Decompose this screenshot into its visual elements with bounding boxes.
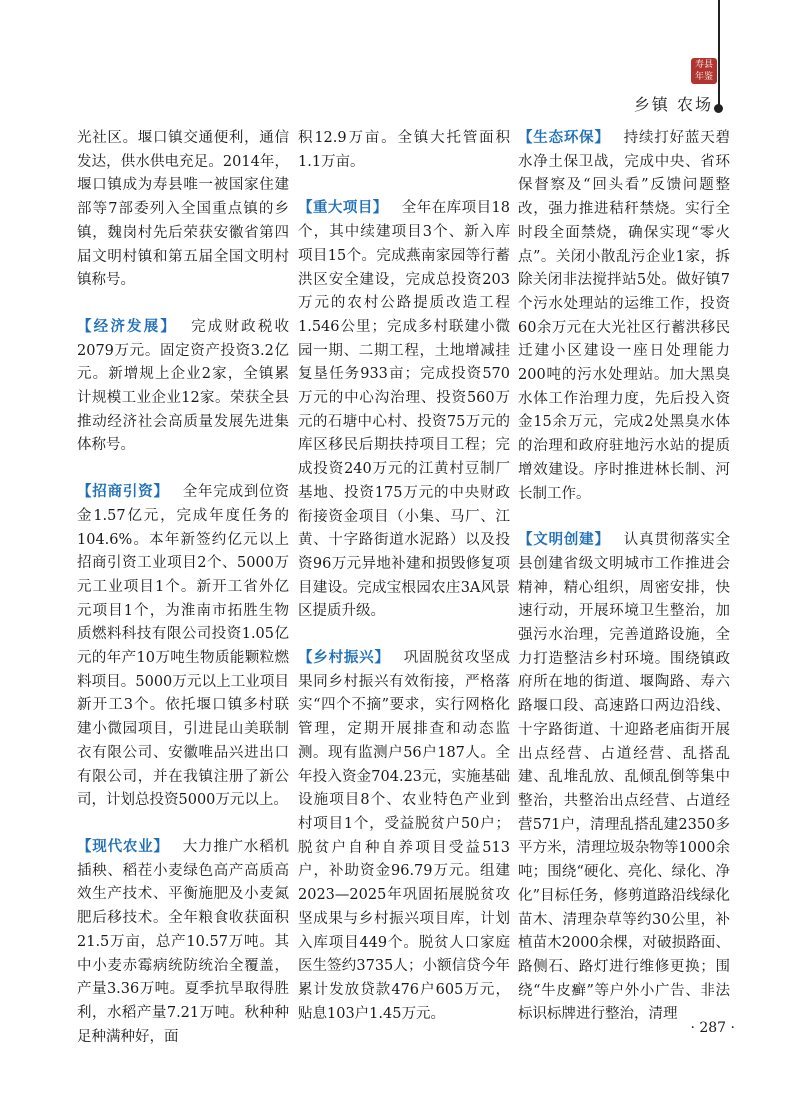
section-tag-agriculture: 【现代农业】 bbox=[77, 837, 169, 855]
paragraph-text: 完成财政税收2079万元。固定资产投资3.2亿元。新增规上企业2家，全镇累计规模工业企业12家。荣获全县推动经济社会高质量发展先进集体称号。 bbox=[77, 318, 290, 454]
paragraph-text: 光社区。堰口镇交通便利，通信发达，供水供电充足。2014年，堰口镇成为寿县唯一被国家住建部等7部委列入全国重点镇的乡镇，魏岗村先后荣获安徽省第四届文明村镇和第五届全国文明村镇称号。 bbox=[77, 130, 289, 289]
paragraph-text: 大力推广水稻机插秧、稻茬小麦绿色高产高质高效生产技术、平衡施肥及小麦氮肥后移技术。全年粮食收获面积21.5万亩，总产10.57万吨。其中小麦赤霉病统防统治全覆盖，产量3.36万吨。夏季抗旱取得胜利，水稻产量7.21万吨。秋种种足种满种好，面 bbox=[77, 838, 289, 1045]
section-tag-investment: 【招商引资】 bbox=[77, 483, 169, 501]
section-tag-economy: 【经济发展】 bbox=[77, 317, 178, 335]
paragraph-text: 全年在库项目18个，其中续建项目3个、新入库项目15个。完成燕南家园等行蓄洪区安全建设，完成总投资203万元的农村公路提质改造工程1.546公里；完成多村联建小微园一期、二期工程，土地增减挂复垦任务933亩；完成投资570万元的中心沟治理、投资560万元的石塘中心村、投资75万元的库区移民后期扶持项目工程；完成投资240万元的江黄村豆制厂基地、投资175万元的中央财政衔接资金项目（小集、马厂、江黄、十字路街道水泥路）以及投资96万元异地补建和损毁修复项目建设。完成宝根园农庄3A风景区提质升级。 bbox=[298, 200, 511, 620]
paragraph-text: 巩固脱贫攻坚成果同乡村振兴有效衔接，严格落实“四个不摘”要求，实行网格化管理，定期开展排查和动态监测。现有监测户56户187人。全年投入资金704.23元，实施基础设施项目8个、农业特色产业到村项目1个，受益脱贫户50户；脱贫户自种自养项目受益513户，补助资金96.79万元。组建2023—2025年巩固拓展脱贫攻坚成果与乡村振兴项目库，计划入库项目449个。脱贫人口家庭医生签约3735人；小额信贷今年累计发放贷款476户605万元，贴息103户1.45万元。 bbox=[298, 650, 510, 1022]
paragraph bbox=[298, 126, 510, 174]
column-3 bbox=[518, 126, 730, 1049]
section-tag-major-projects: 【重大项目】 bbox=[298, 199, 388, 217]
header-rule-dot bbox=[714, 104, 723, 113]
paragraph-text: 全年完成到位资金1.57亿元，完成年度任务的104.6%。本年新签约亿元以上招商引资工业项目2个、5000万元工业项目1个。新开工省外亿元项目1个，为淮南市拓胜生物质燃料科技有限公司投资1.05亿元的年产10万吨生物质能颗粒燃料项目。5000万元以上工业项目新开工3个。依托堰口镇多村联建小微园项目，引进昆山美联制衣有限公司、安徽唯品兴进出口有限公司，并在我镇注册了新公司，计划总投资5000万元以上。 bbox=[77, 484, 289, 809]
paragraph bbox=[518, 528, 730, 1027]
paragraph bbox=[518, 126, 730, 506]
paragraph bbox=[298, 646, 510, 1026]
section-tag-rural-revitalization: 【乡村振兴】 bbox=[298, 649, 390, 667]
seal-text: 寿县年鉴 bbox=[694, 60, 713, 82]
column-2 bbox=[298, 126, 510, 1048]
paragraph bbox=[77, 126, 289, 293]
paragraph bbox=[77, 480, 289, 813]
paragraph bbox=[298, 196, 510, 624]
paragraph bbox=[77, 835, 289, 1049]
paragraph-text: 积12.9万亩。全镇大托管面积1.1万亩。 bbox=[298, 130, 510, 170]
column-1 bbox=[77, 126, 289, 1071]
paragraph bbox=[77, 315, 289, 458]
section-tag-ecology: 【生态环保】 bbox=[518, 129, 610, 146]
page-number: · 287 · bbox=[690, 1020, 735, 1036]
paragraph-text: 认真贯彻落实全县创建省级文明城市工作推进会精神，精心组织，周密安排，快速行动，开展环境卫生整治，加强污水治理，完善道路设施，全力打造整洁乡村环境。围绕镇政府所在地的街道、堰陶路、寿六路堰口段、高速路口两边沿线、十字路街道、十迎路老庙街开展出点经营、占道经营、乱搭乱建、乱堆乱放、乱倾乱倒等集中整治，共整治出点经营、占道经营571户，清理乱搭乱建2350多平方米，清理垃圾杂物等1000余吨；围绕“硬化、亮化、绿化、净化”目标任务，修剪道路沿线绿化苗木、清理杂草等约30公里，补植苗木2000余棵，对破损路面、路侧石、路灯进行维修更换；围绕“牛皮癣”等户外小广告、非法标识标牌进行整治，清理 bbox=[518, 532, 730, 1023]
section-title: 乡镇 农场 bbox=[633, 95, 713, 114]
header-rule bbox=[718, 0, 720, 108]
paragraph-text: 持续打好蓝天碧水净土保卫战，完成中央、省环保督察及“回头看”反馈问题整改，强力推进秸秆禁烧。实行全时段全面禁烧，确保实现“零火点”。关闭小散乱污企业1家，拆除关闭非法搅拌站5处。做好镇7个污水处理站的运维工作，投资60余万元在大光社区行蓄洪移民迁建小区建设一座日处理能力200吨的污水处理站。加大黑臭水体工作治理力度，先后投入资金15余万元，完成2处黑臭水体的治理和政府驻地污水站的提质增效建设。序时推进林长制、河长制工作。 bbox=[518, 130, 730, 502]
yearbook-seal bbox=[691, 58, 717, 84]
section-tag-civilization: 【文明创建】 bbox=[518, 531, 610, 549]
